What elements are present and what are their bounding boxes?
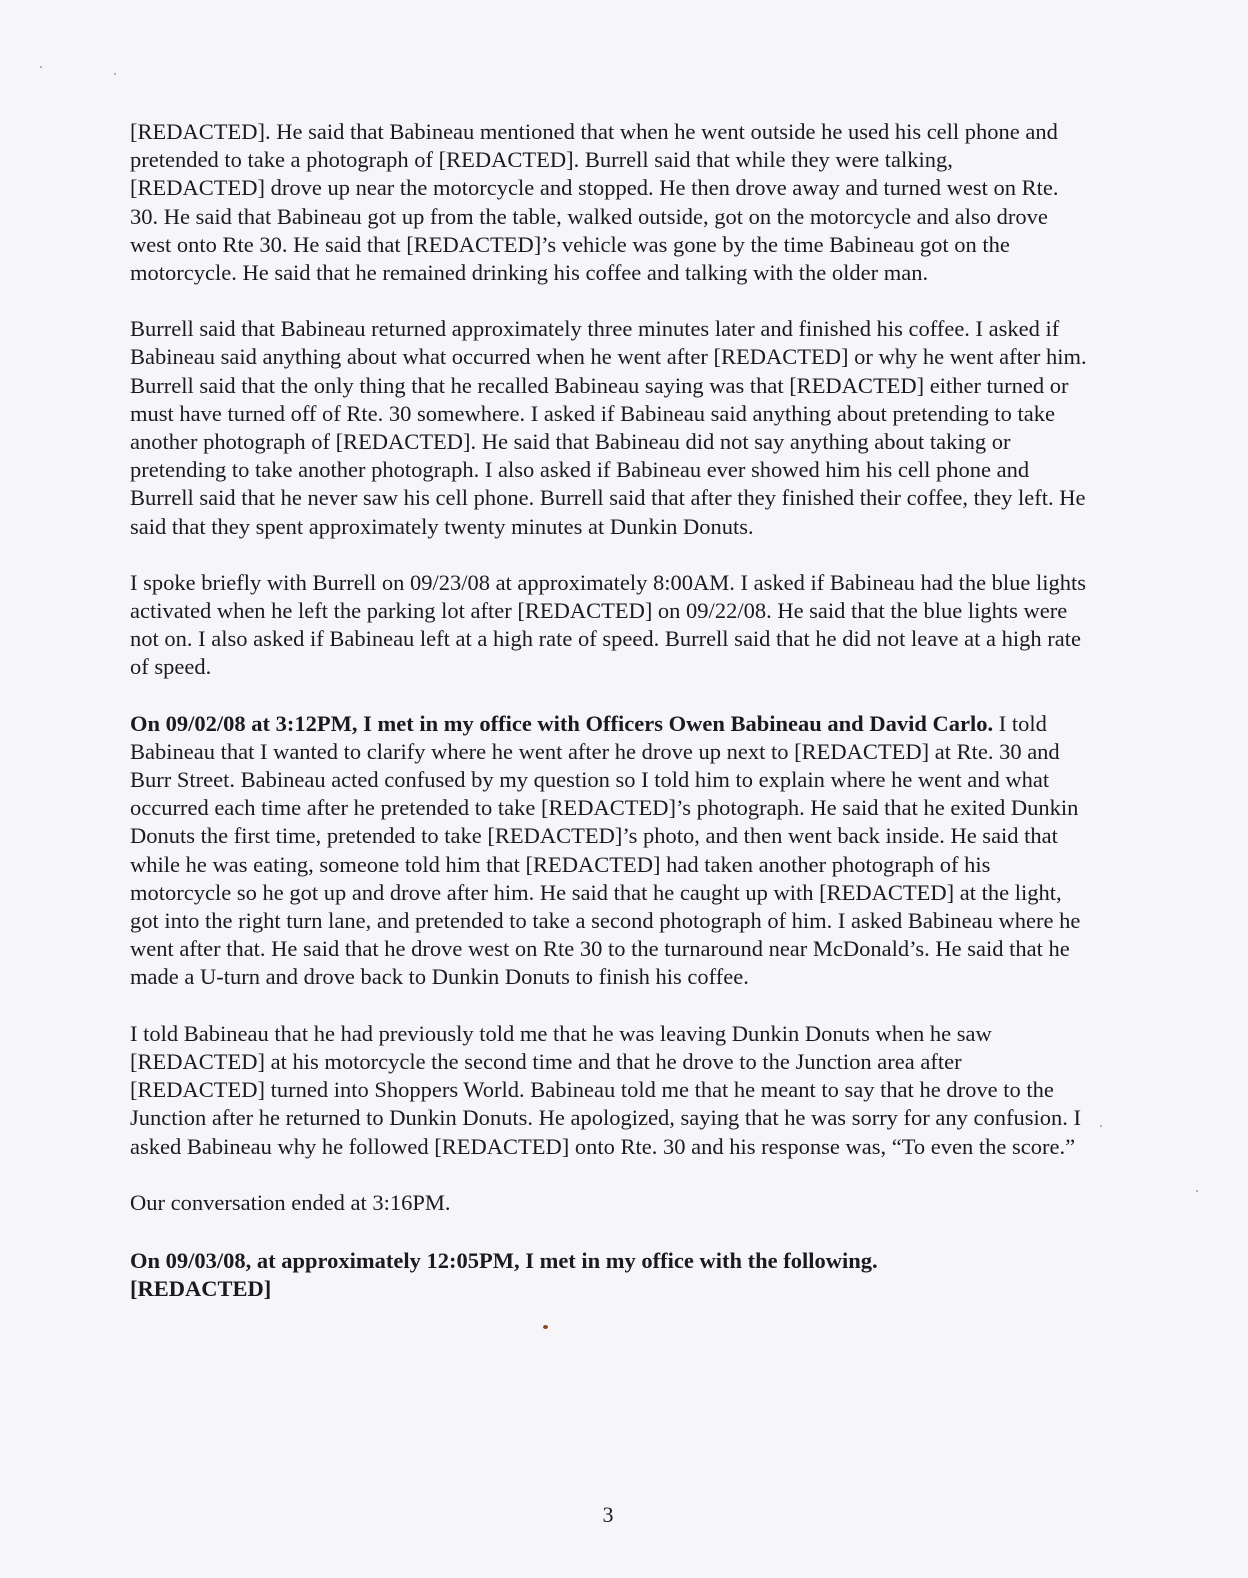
paragraph-5-text: I told Babineau that he had previously told me that he was leaving Dunkin Donuts when he saw [REDACTED] at his motorcycle the second time and that he drove to the Junction area after [REDACTED] turned into Shoppers World. Babineau told me that he meant to say that he drove to the Junction after he returned to Dunkin Donuts. He apologized, saying that he was sorry for any confusion. I asked Babineau why he followed [REDACTED] onto Rte. 30 and his response was, “To even the score.”	[130, 1020, 1082, 1159]
paragraph-4-lead: On 09/02/08 at 3:12PM, I met in my office with Officers Owen Babineau and David Carlo.	[130, 710, 994, 736]
paragraph-4-text: I told Babineau that I wanted to clarify where he went after he drove up next to [REDACTED] at Rte. 30 and Burr Street. Babineau acted confused by my question so I told him to explain where he went and what occurred each time after he pretended to take [REDACTED]’s photograph. He said that he exited Dunkin Donuts the first time, pretended to take [REDACTED]’s photo, and then went back inside. He said that while he was eating, someone told him that [REDACTED] had taken another photograph of his motorcycle so he got up and drove after him. He said that he caught up with [REDACTED] at the light, got into the right turn lane, and pretended to take a second photograph of him. I asked Babineau where he went after that. He said that he drove west on Rte 30 to the turnaround near McDonald’s. He said that he made a U-turn and drove back to Dunkin Donuts to finish his coffee.	[130, 710, 1081, 990]
scan-dot	[1196, 1190, 1198, 1192]
scan-dot	[40, 66, 42, 68]
paragraph-2	[130, 315, 1090, 541]
paragraph-1	[130, 118, 1090, 287]
paragraph-1-text: [REDACTED]. He said that Babineau mentioned that when he went outside he used his cell phone and pretended to take a photograph of [REDACTED]. Burrell said that while they were talking, [REDACTED] drove up near the motorcycle and stopped. He then drove away and turned west on Rte. 30. He said that Babineau got up from the table, walked outside, got on the motorcycle and also drove west onto Rte 30. He said that [REDACTED]’s vehicle was gone by the time Babineau got on the motorcycle. He said that he remained drinking his coffee and talking with the older man.	[130, 119, 1059, 286]
closing-heading-line-2: [REDACTED]	[130, 1276, 272, 1302]
closing-heading	[130, 1247, 1090, 1303]
paragraph-3-text: I spoke briefly with Burrell on 09/23/08 at approximately 8:00AM. I asked if Babineau had the blue lights activated when he left the parking lot after [REDACTED] on 09/22/08. He said that the blue lights were not on. I also asked if Babineau left at a high rate of speed. Burrell said that he did not leave at a high rate of speed.	[130, 569, 1087, 680]
closing-heading-line-1: On 09/03/08, at approximately 12:05PM, I met in my office with the following.	[130, 1247, 878, 1273]
document-body	[130, 118, 1090, 1331]
scan-dot	[1100, 1125, 1102, 1127]
paragraph-2-text: Burrell said that Babineau returned approximately three minutes later and finished his coffee. I asked if Babineau said anything about what occurred when he went after [REDACTED] or why he went after him. Burrell said that the only thing that he recalled Babineau saying was that [REDACTED] either turned or must have turned off of Rte. 30 somewhere. I asked if Babineau said anything about pretending to take another photograph of [REDACTED]. He said that Babineau did not say anything about taking or pretending to take another photograph. I also asked if Babineau ever showed him his cell phone and Burrell said that he never saw his cell phone. Burrell said that after they finished their coffee, they left. He said that they spent approximately twenty minutes at Dunkin Donuts.	[130, 316, 1087, 539]
paragraph-4	[130, 710, 1090, 992]
paragraph-3	[130, 569, 1090, 682]
paragraph-6	[130, 1189, 1090, 1217]
scan-dot	[114, 73, 116, 75]
page-number: 3	[602, 1502, 614, 1527]
ink-speck	[543, 1325, 548, 1329]
paragraph-5	[130, 1020, 1090, 1161]
paragraph-6-text: Our conversation ended at 3:16PM.	[130, 1189, 451, 1215]
